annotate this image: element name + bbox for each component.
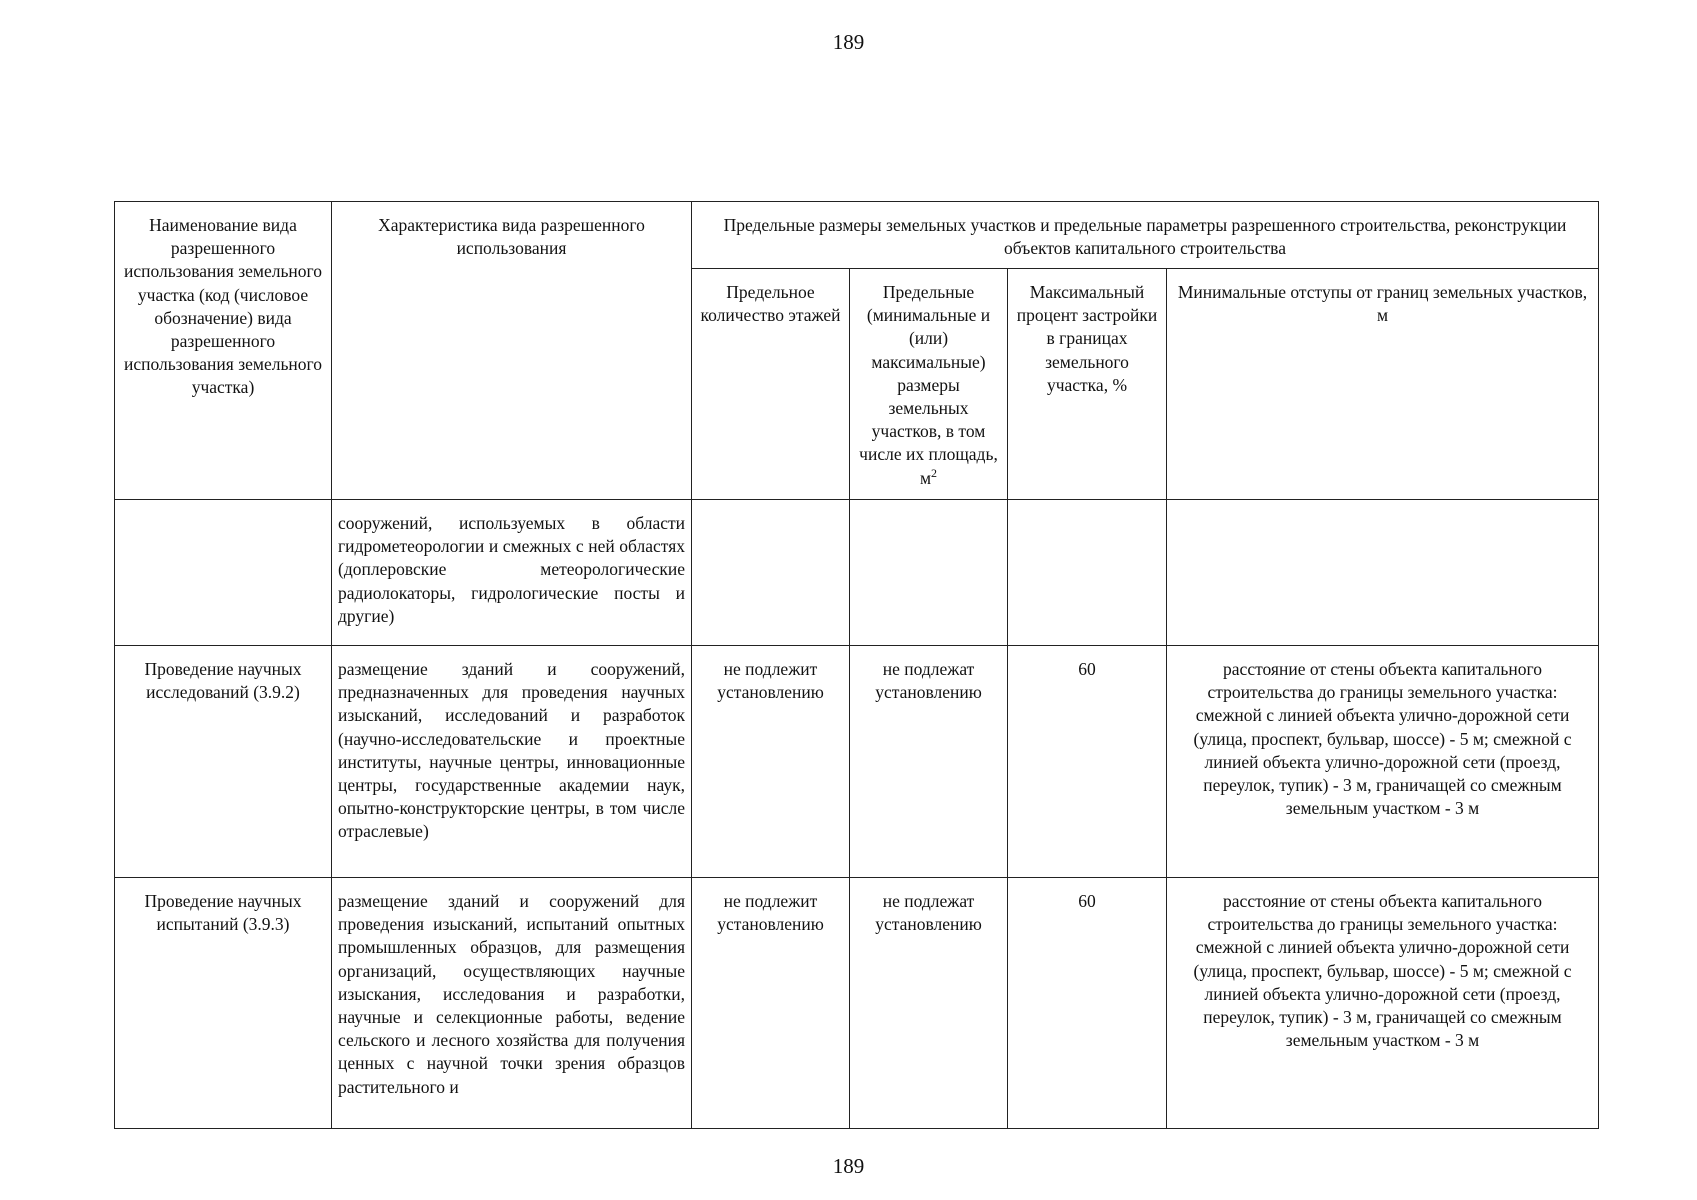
cell-floors: не подлежит установлению [692, 878, 850, 1129]
table-header-row [115, 202, 1599, 269]
header-max-floors: Предельное количество этажей [692, 269, 850, 500]
cell-floors [692, 500, 850, 646]
header-setbacks: Минимальные отступы от границ земельных участков, м [1167, 269, 1599, 500]
cell-setbacks: расстояние от стены объекта капитального строительства до границы земельного участка: смежной с линией объекта улично-дорожной сети (улица, проспект, бульвар, шоссе) - 5 м; смежной с линией объекта улично-дорожной сети (проезд, переулок, тупик) - 3 м, граничащей со смежным земельным участком - 3 м [1167, 878, 1599, 1129]
cell-plot-size [850, 500, 1008, 646]
cell-floors: не подлежит установлению [692, 646, 850, 878]
cell-use-name [115, 500, 332, 646]
header-plot-size [850, 269, 1008, 500]
cell-use-name: Проведение научных исследований (3.9.2) [115, 646, 332, 878]
cell-plot-size: не подлежат установлению [850, 646, 1008, 878]
header-limits-group: Предельные размеры земельных участков и предельные параметры разрешенного строительства, реконструкции объектов капитального строительства [692, 202, 1599, 269]
table-row [115, 646, 1599, 878]
table-row [115, 878, 1599, 1129]
cell-use-description: размещение зданий и сооружений для проведения изысканий, испытаний опытных промышленных образцов, для размещения организаций, осуществляющих научные изыскания, исследования и разработки, научные и селекционные работы, ведение сельского и лесного хозяйства для получения ценных с научной точки зрения образцов растительного и [332, 878, 692, 1129]
page-number-top: 189 [832, 30, 865, 54]
cell-coverage [1008, 500, 1167, 646]
cell-setbacks [1167, 500, 1599, 646]
cell-use-name: Проведение научных испытаний (3.9.3) [115, 878, 332, 1129]
land-use-regulations-table [114, 201, 1599, 1129]
header-plot-size-superscript: 2 [931, 465, 938, 480]
header-use-description: Характеристика вида разрешенного использования [332, 202, 692, 500]
cell-setbacks: расстояние от стены объекта капитального строительства до границы земельного участка: смежной с линией объекта улично-дорожной сети (улица, проспект, бульвар, шоссе) - 5 м; смежной с линией объекта улично-дорожной сети (проезд, переулок, тупик) - 3 м, граничащей со смежным земельным участком - 3 м [1167, 646, 1599, 878]
cell-coverage: 60 [1008, 878, 1167, 1129]
header-coverage: Максимальный процент застройки в границах земельного участка, % [1008, 269, 1167, 500]
cell-plot-size: не подлежат установлению [850, 878, 1008, 1129]
cell-use-description: размещение зданий и сооружений, предназначенных для проведения научных изысканий, исследований и разработок (научно-исследовательские и проектные институты, научные центры, инновационные центры, государственные академии наук, опытно-конструкторские центры, в том числе отраслевые) [332, 646, 692, 878]
header-plot-size-text: Предельные (минимальные и (или) максимальные) размеры земельных участков, в том числе их площадь, м [859, 282, 998, 488]
cell-use-description: сооружений, используемых в области гидрометеорологии и смежных с ней областях (доплеровские метеорологические радиолокаторы, гидрологические посты и другие) [332, 500, 692, 646]
header-use-name: Наименование вида разрешенного использования земельного участка (код (числовое обозначение) вида разрешенного использования земельного участка) [115, 202, 332, 500]
page-number-bottom: 189 [832, 1154, 865, 1178]
table-row [115, 500, 1599, 646]
cell-coverage: 60 [1008, 646, 1167, 878]
